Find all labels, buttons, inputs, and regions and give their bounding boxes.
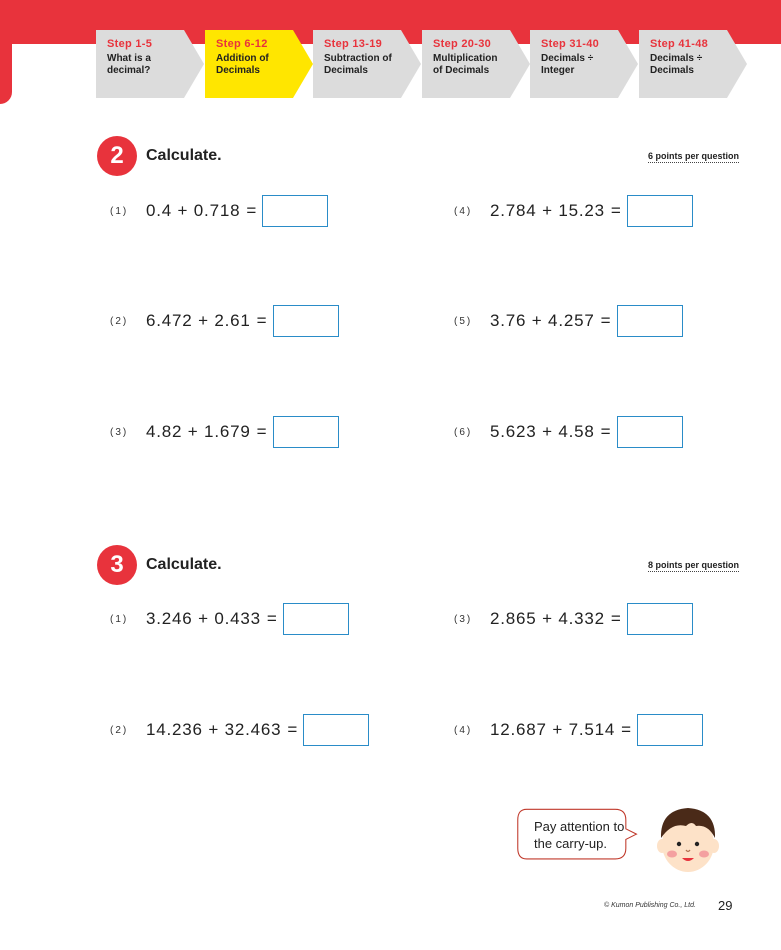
copyright-notice: © Kumon Publishing Co., Ltd. bbox=[604, 902, 696, 909]
equals-sign: = bbox=[246, 201, 257, 220]
answer-box[interactable] bbox=[627, 603, 693, 635]
equals-sign: = bbox=[610, 609, 621, 628]
answer-box[interactable] bbox=[283, 603, 349, 635]
answer-box[interactable] bbox=[273, 305, 339, 337]
step-description: Decimals ÷ Integer bbox=[541, 53, 594, 76]
answer-box[interactable] bbox=[303, 714, 369, 746]
question-3-4 bbox=[454, 713, 703, 747]
question-3-3 bbox=[454, 602, 693, 636]
question-number: (4) bbox=[454, 724, 473, 736]
equals-sign: = bbox=[621, 720, 632, 739]
question-expression: 2.865 + 4.332 bbox=[490, 609, 605, 628]
page-number: 29 bbox=[718, 898, 733, 913]
step-title: Step 1-5 bbox=[107, 38, 153, 50]
question-expression: 3.76 + 4.257 bbox=[490, 311, 595, 330]
answer-box[interactable] bbox=[627, 195, 693, 227]
step-description: Subtraction of Decimals bbox=[324, 53, 392, 76]
question-number: (3) bbox=[110, 426, 129, 438]
question-number: (4) bbox=[454, 205, 473, 217]
section-2-number-badge: 2 bbox=[97, 136, 137, 176]
section-2-points: 6 points per question bbox=[648, 151, 740, 161]
question-number: (6) bbox=[454, 426, 473, 438]
question-expression: 6.472 + 2.61 bbox=[146, 311, 251, 330]
step-title: Step 20-30 bbox=[433, 38, 492, 50]
question-number: (3) bbox=[454, 613, 473, 625]
section-2-title: Calculate. bbox=[146, 147, 222, 164]
step-20-30 bbox=[422, 30, 530, 98]
answer-box[interactable] bbox=[262, 195, 328, 227]
question-number: (1) bbox=[110, 613, 129, 625]
step-description: Addition of Decimals bbox=[216, 53, 269, 76]
boy-character-icon bbox=[652, 802, 724, 874]
question-2-2 bbox=[110, 304, 339, 338]
step-41-48 bbox=[639, 30, 747, 98]
question-expression: 3.246 + 0.433 bbox=[146, 609, 261, 628]
equals-sign: = bbox=[600, 422, 611, 441]
section-3-number-badge: 3 bbox=[97, 545, 137, 585]
question-2-3 bbox=[110, 415, 339, 449]
step-title: Step 41-48 bbox=[650, 38, 709, 50]
section-3-title: Calculate. bbox=[146, 556, 222, 573]
equals-sign: = bbox=[600, 311, 611, 330]
step-1-5 bbox=[96, 30, 204, 98]
equals-sign: = bbox=[256, 422, 267, 441]
hint-text: Pay attention to the carry-up. bbox=[534, 819, 625, 851]
question-2-5 bbox=[454, 304, 683, 338]
header-left-tab bbox=[0, 0, 12, 104]
answer-box[interactable] bbox=[617, 416, 683, 448]
equals-sign: = bbox=[256, 311, 267, 330]
step-description: Decimals ÷ Decimals bbox=[650, 53, 703, 76]
question-number: (2) bbox=[110, 315, 129, 327]
equals-sign: = bbox=[287, 720, 298, 739]
question-number: (1) bbox=[110, 205, 129, 217]
step-description: What is a decimal? bbox=[107, 53, 151, 76]
question-expression: 0.4 + 0.718 bbox=[146, 201, 241, 220]
question-number: (5) bbox=[454, 315, 473, 327]
question-expression: 2.784 + 15.23 bbox=[490, 201, 605, 220]
step-31-40 bbox=[530, 30, 638, 98]
answer-box[interactable] bbox=[637, 714, 703, 746]
question-2-4 bbox=[454, 194, 693, 228]
section-3-points: 8 points per question bbox=[648, 560, 740, 570]
step-navigation bbox=[96, 30, 756, 98]
step-title: Step 31-40 bbox=[541, 38, 600, 50]
question-expression: 4.82 + 1.679 bbox=[146, 422, 251, 441]
question-3-1 bbox=[110, 602, 349, 636]
step-13-19 bbox=[313, 30, 421, 98]
step-title: Step 6-12 bbox=[216, 38, 268, 50]
question-2-1 bbox=[110, 194, 328, 228]
question-expression: 14.236 + 32.463 bbox=[146, 720, 282, 739]
equals-sign: = bbox=[610, 201, 621, 220]
question-expression: 12.687 + 7.514 bbox=[490, 720, 616, 739]
question-2-6 bbox=[454, 415, 683, 449]
answer-box[interactable] bbox=[617, 305, 683, 337]
step-title: Step 13-19 bbox=[324, 38, 383, 50]
question-expression: 5.623 + 4.58 bbox=[490, 422, 595, 441]
answer-box[interactable] bbox=[273, 416, 339, 448]
equals-sign: = bbox=[266, 609, 277, 628]
question-number: (2) bbox=[110, 724, 129, 736]
step-6-12 bbox=[205, 30, 313, 98]
step-description: Multiplication of Decimals bbox=[433, 53, 498, 76]
question-3-2 bbox=[110, 713, 369, 747]
